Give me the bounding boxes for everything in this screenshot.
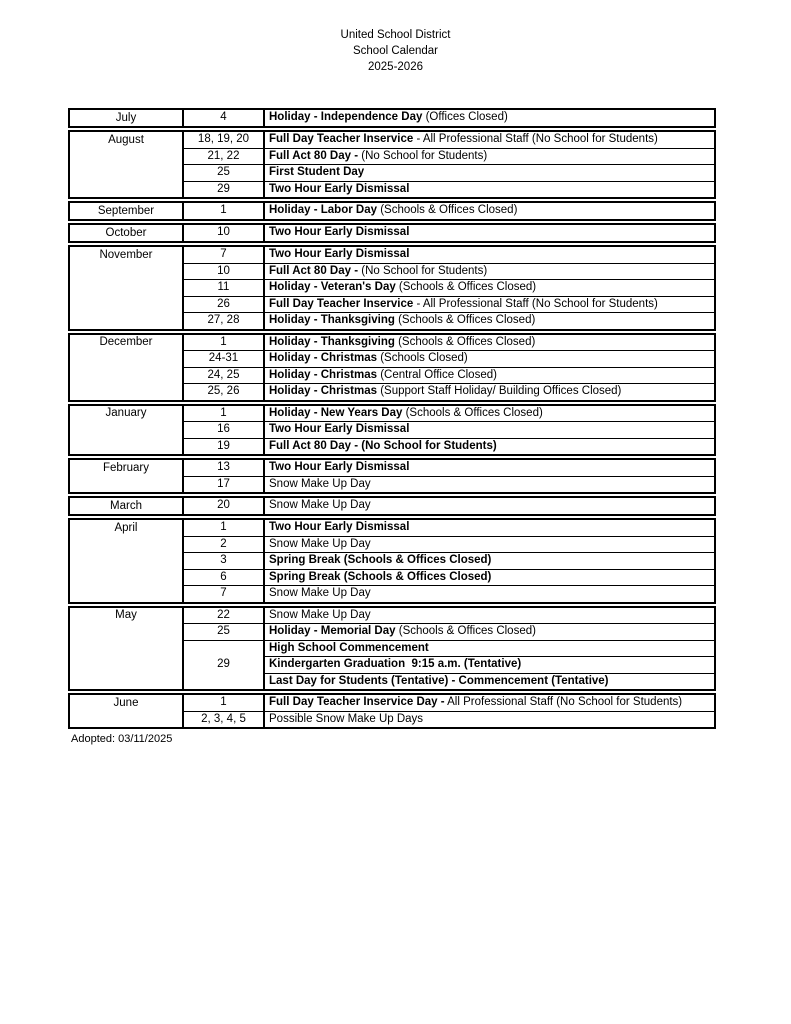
table-row [184, 132, 714, 149]
month-section-june [68, 693, 716, 729]
date-cell: 6 [184, 570, 265, 586]
event-regular-text: (No School for Students) [358, 264, 488, 277]
event-cell [265, 553, 714, 569]
event-bold-text: Holiday - Labor Day [269, 204, 377, 216]
event-text [265, 570, 714, 586]
date-cell: 1 [184, 335, 265, 351]
date-cell: 2, 3, 4, 5 [184, 712, 265, 728]
table-row [184, 368, 714, 385]
event-text [265, 203, 714, 219]
event-text [265, 695, 714, 711]
event-cell [265, 149, 714, 165]
event-bold-text: Two Hour Early Dismissal [269, 248, 410, 260]
date-cell: 7 [184, 586, 265, 602]
date-cell: 1 [184, 520, 265, 536]
event-text [265, 422, 714, 438]
date-cell: 4 [184, 110, 265, 126]
date-cell: 11 [184, 280, 265, 296]
event-cell [265, 439, 714, 455]
event-bold-text: Full Act 80 Day - [269, 149, 359, 162]
event-regular-text: (Schools & Offices Closed) [377, 204, 518, 216]
table-row [184, 586, 714, 602]
date-cell: 3 [184, 553, 265, 569]
event-regular-text: (Schools & Offices Closed) [395, 625, 536, 637]
month-section-may [68, 606, 716, 692]
table-row [184, 280, 714, 297]
table-row [184, 335, 714, 352]
event-cell [265, 165, 714, 181]
table-row [184, 641, 714, 690]
event-cell [265, 624, 714, 640]
event-bold-text: First Student Day [269, 166, 365, 178]
event-bold-text: Two Hour Early Dismissal [269, 461, 410, 473]
month-entries [184, 132, 714, 197]
event-cell [265, 313, 714, 329]
event-text [265, 520, 714, 536]
event-bold-text: Two Hour Early Dismissal [269, 182, 410, 195]
event-text [265, 335, 714, 351]
event-cell [265, 280, 714, 296]
table-row [184, 182, 714, 198]
event-text [265, 608, 714, 624]
event-regular-text: Snow Make Up Day [269, 587, 371, 599]
table-row [184, 351, 714, 368]
event-cell [265, 695, 714, 711]
table-row [184, 203, 714, 219]
event-text [265, 368, 714, 384]
event-text [265, 657, 714, 674]
event-regular-text: Snow Make Up Day [269, 537, 371, 550]
month-entries [184, 608, 714, 690]
table-row [184, 165, 714, 182]
event-cell [265, 225, 714, 241]
event-cell [265, 203, 714, 219]
date-cell: 26 [184, 297, 265, 313]
event-cell [265, 110, 714, 126]
month-entries [184, 110, 714, 126]
event-regular-text: (Schools & Offices Closed) [402, 406, 543, 419]
event-cell [265, 368, 714, 384]
event-text [265, 297, 714, 313]
event-text [265, 280, 714, 296]
event-bold-text: Holiday - Thanksgiving [269, 335, 395, 348]
event-regular-text: (Central Office Closed) [377, 368, 497, 381]
event-text [265, 586, 714, 602]
table-row [184, 624, 714, 641]
event-regular-text: All Professional Staff (No School for Students) [444, 696, 683, 708]
event-cell [265, 247, 714, 263]
date-cell: 25 [184, 165, 265, 181]
table-row [184, 225, 714, 241]
table-row [184, 537, 714, 554]
month-section-february [68, 458, 716, 494]
month-label: September [70, 203, 184, 219]
event-bold-text: Full Day Teacher Inservice [269, 133, 414, 145]
event-regular-text: (Support Staff Holiday/ Building Offices Closed) [377, 385, 622, 397]
month-section-december [68, 333, 716, 402]
date-cell: 1 [184, 406, 265, 422]
event-cell [265, 712, 714, 728]
table-row [184, 384, 714, 400]
table-row [184, 313, 714, 329]
table-row [184, 439, 714, 455]
event-text [265, 182, 714, 198]
month-label: April [70, 520, 184, 602]
month-section-january [68, 404, 716, 457]
event-text [265, 384, 714, 400]
table-row [184, 520, 714, 537]
event-cell [265, 570, 714, 586]
event-text [265, 674, 714, 690]
month-entries [184, 335, 714, 400]
event-text [265, 498, 714, 514]
date-cell: 17 [184, 477, 265, 493]
event-cell [265, 498, 714, 514]
date-cell: 19 [184, 439, 265, 455]
month-label: February [70, 460, 184, 492]
event-regular-text: Possible Snow Make Up Days [269, 712, 424, 725]
table-row [184, 264, 714, 281]
event-text [265, 624, 714, 640]
event-bold-text: Full Day Teacher Inservice Day - [269, 696, 445, 708]
table-row [184, 570, 714, 587]
month-section-august [68, 130, 716, 199]
event-text [265, 247, 714, 263]
event-text [265, 165, 714, 181]
month-entries [184, 695, 714, 727]
event-regular-text: (Schools & Offices Closed) [394, 335, 536, 348]
event-text [265, 641, 714, 658]
event-text [265, 313, 714, 329]
event-cell [265, 641, 714, 690]
event-bold-text: Full Day Teacher Inservice [269, 297, 414, 310]
event-cell [265, 384, 714, 400]
event-cell [265, 297, 714, 313]
event-regular-text: Snow Make Up Day [269, 608, 371, 621]
month-label: January [70, 406, 184, 455]
table-row [184, 460, 714, 477]
month-section-march [68, 496, 716, 516]
adopted-date: Adopted: 03/11/2025 [71, 733, 173, 745]
event-bold-text: Holiday - New Years Day [269, 406, 403, 419]
event-text [265, 537, 714, 553]
month-entries [184, 520, 714, 602]
table-row [184, 149, 714, 166]
event-regular-text: (Schools Closed) [377, 352, 468, 364]
month-entries [184, 460, 714, 492]
event-regular-text: Snow Make Up Day [269, 499, 371, 511]
table-row [184, 406, 714, 423]
table-row [184, 695, 714, 712]
event-cell [265, 351, 714, 367]
event-cell [265, 477, 714, 493]
event-text [265, 712, 714, 728]
event-bold-text: Two Hour Early Dismissal [269, 423, 410, 435]
event-cell [265, 537, 714, 553]
date-cell: 18, 19, 20 [184, 132, 265, 148]
event-bold-text: Holiday - Memorial Day [269, 625, 396, 637]
month-label: August [70, 132, 184, 197]
table-row [184, 608, 714, 625]
month-entries [184, 406, 714, 455]
date-cell: 24, 25 [184, 368, 265, 384]
month-label: November [70, 247, 184, 329]
month-label: March [70, 498, 184, 514]
event-bold-text: Holiday - Veteran's Day [269, 281, 396, 293]
event-text [265, 225, 714, 241]
date-cell: 29 [184, 641, 265, 690]
table-row [184, 553, 714, 570]
month-label: June [70, 695, 184, 727]
event-bold-text: Full Act 80 Day - (No School for Students) [269, 439, 497, 452]
event-regular-text: - All Professional Staff (No School for Students) [413, 297, 658, 310]
event-bold-text: Holiday - Christmas [269, 385, 377, 397]
table-row [184, 297, 714, 314]
date-cell: 27, 28 [184, 313, 265, 329]
month-entries [184, 203, 714, 219]
date-cell: 10 [184, 225, 265, 241]
table-row [184, 247, 714, 264]
event-regular-text: (Schools & Offices Closed) [394, 314, 536, 326]
month-entries [184, 498, 714, 514]
date-cell: 13 [184, 460, 265, 476]
title-year: 2025-2026 [368, 61, 423, 73]
event-regular-text: (No School for Students) [358, 149, 488, 162]
event-cell [265, 608, 714, 624]
calendar-table [68, 108, 716, 729]
event-bold-text: Last Day for Students (Tentative) - Commencement (Tentative) [269, 674, 609, 687]
event-cell [265, 520, 714, 536]
event-text [265, 553, 714, 569]
month-entries [184, 225, 714, 241]
event-bold-text: Two Hour Early Dismissal [269, 226, 410, 238]
event-cell [265, 264, 714, 280]
table-row [184, 477, 714, 493]
event-cell [265, 586, 714, 602]
event-text [265, 149, 714, 165]
event-cell [265, 406, 714, 422]
date-cell: 22 [184, 608, 265, 624]
month-section-april [68, 518, 716, 604]
date-cell: 7 [184, 247, 265, 263]
date-cell: 10 [184, 264, 265, 280]
event-cell [265, 460, 714, 476]
event-text [265, 439, 714, 455]
event-regular-text: Snow Make Up Day [269, 477, 371, 490]
event-cell [265, 422, 714, 438]
date-cell: 1 [184, 695, 265, 711]
event-bold-text: Two Hour Early Dismissal [269, 521, 410, 533]
date-cell: 25, 26 [184, 384, 265, 400]
event-text [265, 110, 714, 126]
event-text [265, 132, 714, 148]
table-row [184, 712, 714, 728]
event-regular-text: (Offices Closed) [422, 111, 508, 123]
table-row [184, 422, 714, 439]
date-cell: 1 [184, 203, 265, 219]
month-label: October [70, 225, 184, 241]
event-text [265, 477, 714, 493]
month-label: July [70, 110, 184, 126]
event-bold-text: Spring Break (Schools & Offices Closed) [269, 554, 492, 566]
month-section-october [68, 223, 716, 243]
event-bold-text: Kindergarten Graduation 9:15 a.m. (Tentative) [269, 658, 522, 670]
event-bold-text: Spring Break (Schools & Offices Closed) [269, 570, 492, 583]
date-cell: 25 [184, 624, 265, 640]
event-text [265, 351, 714, 367]
event-cell [265, 132, 714, 148]
event-bold-text: Full Act 80 Day - [269, 264, 359, 277]
table-row [184, 110, 714, 126]
event-bold-text: Holiday - Independence Day [269, 111, 423, 123]
date-cell: 2 [184, 537, 265, 553]
event-text [265, 460, 714, 476]
date-cell: 21, 22 [184, 149, 265, 165]
date-cell: 20 [184, 498, 265, 514]
table-row [184, 498, 714, 514]
event-text [265, 406, 714, 422]
date-cell: 16 [184, 422, 265, 438]
month-entries [184, 247, 714, 329]
event-text [265, 264, 714, 280]
date-cell: 29 [184, 182, 265, 198]
title-calendar: School Calendar [352, 45, 439, 57]
document-title [0, 0, 791, 75]
month-section-november [68, 245, 716, 331]
event-regular-text: (Schools & Offices Closed) [395, 281, 537, 293]
event-regular-text: - All Professional Staff (No School for Students) [413, 133, 658, 145]
event-cell [265, 335, 714, 351]
month-label: May [70, 608, 184, 690]
event-bold-text: Holiday - Thanksgiving [269, 314, 395, 326]
month-label: December [70, 335, 184, 400]
title-district: United School District [340, 29, 451, 41]
month-section-september [68, 201, 716, 221]
month-section-july [68, 108, 716, 128]
event-bold-text: High School Commencement [269, 641, 429, 654]
date-cell: 24-31 [184, 351, 265, 367]
event-cell [265, 182, 714, 198]
event-bold-text: Holiday - Christmas [269, 368, 377, 381]
event-bold-text: Holiday - Christmas [269, 352, 377, 364]
